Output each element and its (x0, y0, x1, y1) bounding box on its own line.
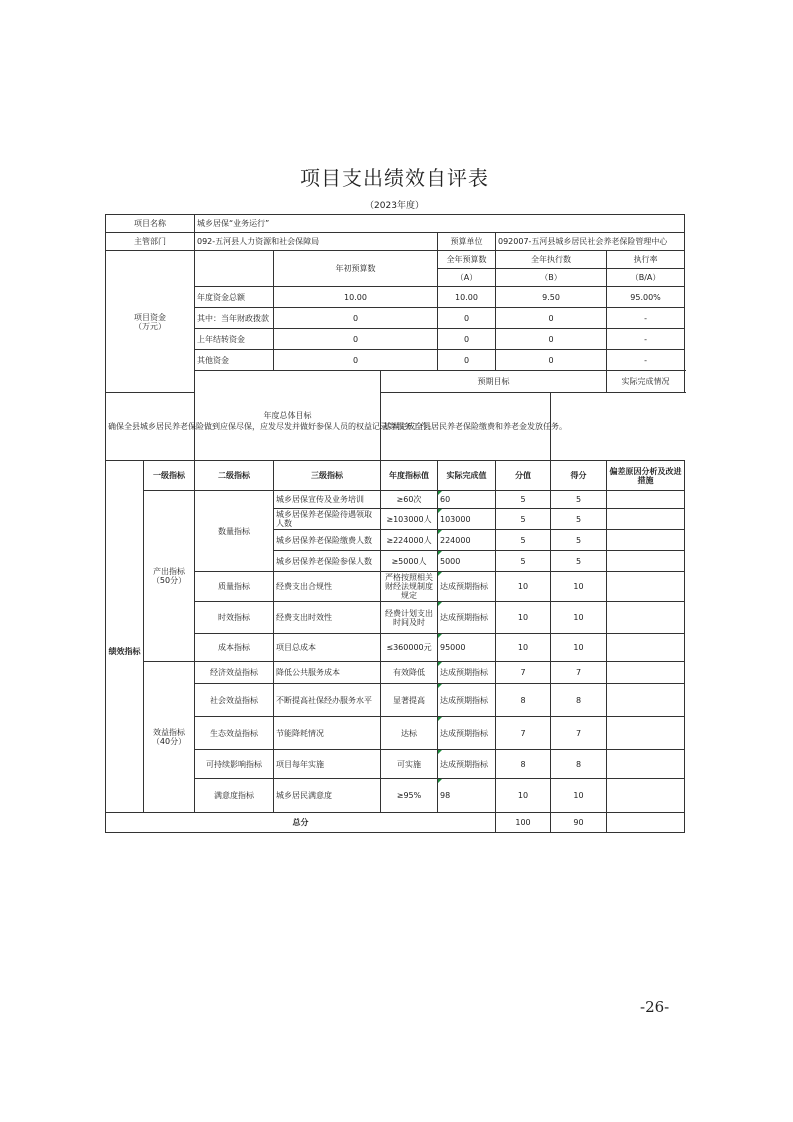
unit-value: 092007-五河县城乡居民社会养老保险管理中心 (496, 233, 685, 251)
got-cell: 10 (551, 602, 607, 634)
got-cell: 5 (551, 530, 607, 551)
score-cell: 10 (496, 572, 551, 602)
level2-cell: 经济效益指标 (195, 662, 274, 684)
score-cell: 5 (496, 509, 551, 530)
level3-cell: 节能降耗情况 (274, 717, 381, 750)
level3-cell: 项目总成本 (274, 634, 381, 662)
reason-cell (607, 572, 685, 602)
indicator-row (106, 662, 685, 684)
reason-cell (607, 530, 685, 551)
total-reason (607, 813, 685, 833)
funds-initial: 10.00 (274, 287, 438, 308)
reason-cell (607, 684, 685, 717)
header-reason: 偏差原因分析及改进措施 (607, 461, 685, 491)
funds-initial: 0 (274, 308, 438, 329)
goals-expected-text: 确保全县城乡居民养老保险做到应保尽保，应发尽发并做好参保人员的权益记录等服务工作。 (106, 393, 381, 461)
header-score: 分值 (496, 461, 551, 491)
target-cell: ≥224000人 (381, 530, 438, 551)
funds-row-label: 年度资金总额 (195, 287, 274, 308)
score-cell: 8 (496, 684, 551, 717)
level2-cell: 质量指标 (195, 572, 274, 602)
actual-cell: 60 (438, 491, 496, 509)
level2-cell: 成本指标 (195, 634, 274, 662)
reason-cell (607, 750, 685, 779)
funds-col-rate: 执行率 (607, 251, 685, 269)
level3-cell: 城乡居民满意度 (274, 779, 381, 813)
indicator-section-label: 绩效指标 (106, 491, 144, 813)
target-cell: ≥95% (381, 779, 438, 813)
target-cell: ≤360000元 (381, 634, 438, 662)
funds-annual: 0 (438, 329, 496, 350)
page-title: 项目支出绩效自评表 (300, 166, 489, 190)
target-cell: ≥103000人 (381, 509, 438, 530)
actual-cell: 103000 (438, 509, 496, 530)
got-cell: 7 (551, 717, 607, 750)
level2-cell: 满意度指标 (195, 779, 274, 813)
performance-table (105, 214, 685, 833)
level3-cell: 项目每年实施 (274, 750, 381, 779)
got-cell: 5 (551, 491, 607, 509)
got-cell: 8 (551, 684, 607, 717)
score-cell: 8 (496, 750, 551, 779)
indicator-header-row (106, 461, 685, 491)
funds-col-annual: 全年预算数 (438, 251, 496, 269)
header-level1: 一级指标 (144, 461, 195, 491)
header-level2: 二级指标 (195, 461, 274, 491)
target-cell: 严格按照相关财经法规制度规定 (381, 572, 438, 602)
level3-cell: 不断提高社保经办服务水平 (274, 684, 381, 717)
project-name-label: 项目名称 (106, 215, 195, 233)
level3-cell: 城乡居保养老保险待遇领取人数 (274, 509, 381, 530)
year-label: （2023年度） (365, 201, 424, 211)
reason-cell (607, 551, 685, 572)
funds-row-label: 其他资金 (195, 350, 274, 371)
target-cell: 显著提高 (381, 684, 438, 717)
actual-cell: 95000 (438, 634, 496, 662)
goals-label: 年度总体目标 (195, 371, 381, 461)
funds-rate: - (607, 329, 685, 350)
actual-cell: 达成预期指标 (438, 717, 496, 750)
actual-cell: 224000 (438, 530, 496, 551)
dept-value: 092-五河县人力资源和社会保障局 (195, 233, 438, 251)
level2-cell: 时效指标 (195, 602, 274, 634)
level3-cell: 降低公共服务成本 (274, 662, 381, 684)
funds-initial: 0 (274, 329, 438, 350)
funds-exec: 0 (496, 350, 607, 371)
actual-cell: 达成预期指标 (438, 684, 496, 717)
got-cell: 10 (551, 634, 607, 662)
target-cell: ≥60次 (381, 491, 438, 509)
project-name-row (106, 215, 685, 233)
funds-initial: 0 (274, 350, 438, 371)
target-cell: 经费计划支出时间及时 (381, 602, 438, 634)
indicator-section-top (106, 461, 144, 491)
funds-col-initial: 年初预算数 (274, 251, 438, 287)
reason-cell (607, 602, 685, 634)
level3-cell: 城乡居保养老保险参保人数 (274, 551, 381, 572)
funds-col-exec: 全年执行数 (496, 251, 607, 269)
target-cell: 达标 (381, 717, 438, 750)
funds-exec: 9.50 (496, 287, 607, 308)
dept-label: 主管部门 (106, 233, 195, 251)
goals-content-row (106, 393, 685, 461)
project-name-value: 城乡居保“业务运行” (195, 215, 685, 233)
level2-cell: 生态效益指标 (195, 717, 274, 750)
actual-cell: 达成预期指标 (438, 662, 496, 684)
target-cell: 可实施 (381, 750, 438, 779)
score-cell: 5 (496, 491, 551, 509)
actual-cell: 达成预期指标 (438, 602, 496, 634)
funds-exec: 0 (496, 308, 607, 329)
reason-cell (607, 662, 685, 684)
output-label: 产出指标 （50分） (144, 491, 195, 662)
quantity-label: 数量指标 (195, 491, 274, 572)
funds-annual: 0 (438, 350, 496, 371)
score-cell: 5 (496, 530, 551, 551)
funds-rate: - (607, 350, 685, 371)
got-cell: 7 (551, 662, 607, 684)
level3-cell: 城乡居保养老保险缴费人数 (274, 530, 381, 551)
score-cell: 10 (496, 779, 551, 813)
score-cell: 5 (496, 551, 551, 572)
funds-exec: 0 (496, 329, 607, 350)
got-cell: 10 (551, 779, 607, 813)
actual-cell: 98 (438, 779, 496, 813)
reason-cell (607, 779, 685, 813)
unit-label: 预算单位 (438, 233, 496, 251)
total-score: 100 (496, 813, 551, 833)
funds-row-label: 其中：当年财政拨款 (195, 308, 274, 329)
level3-cell: 经费支出合规性 (274, 572, 381, 602)
actual-cell: 达成预期指标 (438, 572, 496, 602)
funds-row-label: 上年结转资金 (195, 329, 274, 350)
total-row (106, 813, 685, 833)
reason-cell (607, 509, 685, 530)
goals-actual-text: 基本完成全县居民养老保险缴费和养老金发放任务。 (381, 393, 551, 461)
funds-rate: - (607, 308, 685, 329)
level2-cell: 社会效益指标 (195, 684, 274, 717)
header-actual: 实际完成值 (438, 461, 496, 491)
benefit-label: 效益指标 （40分） (144, 662, 195, 813)
level3-cell: 城乡居保宣传及业务培训 (274, 491, 381, 509)
reason-cell (607, 491, 685, 509)
funds-blank (195, 251, 274, 287)
dept-row (106, 233, 685, 251)
target-cell: ≥5000人 (381, 551, 438, 572)
score-cell: 7 (496, 662, 551, 684)
reason-cell (607, 634, 685, 662)
funds-annual: 10.00 (438, 287, 496, 308)
actual-cell: 5000 (438, 551, 496, 572)
actual-cell: 达成预期指标 (438, 750, 496, 779)
header-target: 年度指标值 (381, 461, 438, 491)
funds-col-annual-sub: （A） (438, 269, 496, 287)
header-got: 得分 (551, 461, 607, 491)
score-cell: 10 (496, 602, 551, 634)
funds-col-exec-sub: （B） (496, 269, 607, 287)
got-cell: 10 (551, 572, 607, 602)
funds-col-rate-sub: （B/A） (607, 269, 685, 287)
got-cell: 5 (551, 509, 607, 530)
funds-label: 项目资金 （万元） (106, 251, 195, 393)
funds-annual: 0 (438, 308, 496, 329)
score-cell: 7 (496, 717, 551, 750)
header-level3: 三级指标 (274, 461, 381, 491)
score-cell: 10 (496, 634, 551, 662)
level2-cell: 可持续影响指标 (195, 750, 274, 779)
funds-rate: 95.00% (607, 287, 685, 308)
reason-cell (607, 717, 685, 750)
indicator-row (106, 491, 685, 509)
got-cell: 5 (551, 551, 607, 572)
funds-header-row (106, 251, 685, 269)
goals-actual-header: 实际完成情况 (607, 371, 685, 393)
target-cell: 有效降低 (381, 662, 438, 684)
page-number: -26- (640, 998, 670, 1016)
total-got: 90 (551, 813, 607, 833)
total-label: 总分 (106, 813, 496, 833)
got-cell: 8 (551, 750, 607, 779)
goals-expected-header: 预期目标 (381, 371, 607, 393)
level3-cell: 经费支出时效性 (274, 602, 381, 634)
